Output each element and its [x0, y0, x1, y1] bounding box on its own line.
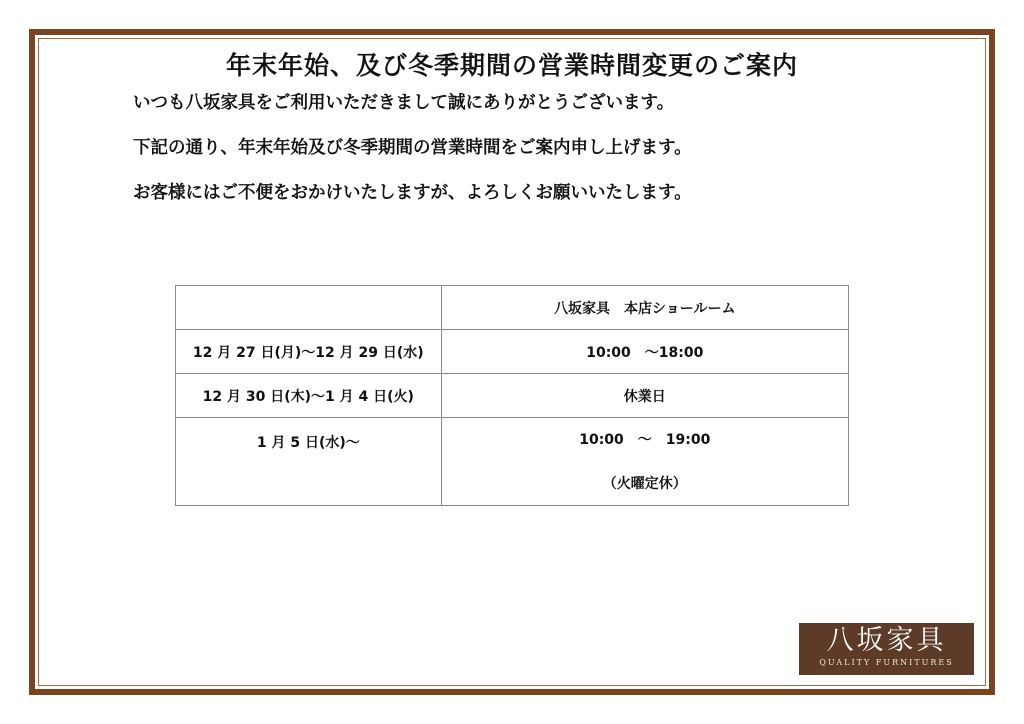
intro-line: 下記の通り、年末年始及び冬季期間の営業時間をご案内申し上げます。 — [133, 138, 692, 158]
period-cell: 12 月 27 日(月)～12 月 29 日(水) — [176, 330, 442, 374]
intro-line: お客様にはご不便をおかけいたしますが、よろしくお願いいたします。 — [133, 183, 692, 203]
hours-cell — [441, 418, 848, 506]
period-cell — [176, 418, 442, 506]
company-logo — [799, 623, 974, 675]
hours-cell: 休業日 — [441, 374, 848, 418]
table-header-cell-empty — [176, 286, 442, 330]
intro-paragraph — [133, 93, 692, 228]
intro-line: いつも八坂家具をご利用いただきまして誠にありがとうございます。 — [133, 93, 675, 113]
period-cell: 12 月 30 日(木)～1 月 4 日(火) — [176, 374, 442, 418]
table-header-cell-store: 八坂家具 本店ショールーム — [441, 286, 848, 330]
logo-wordmark: 八坂家具 — [826, 625, 947, 656]
table-header-row — [176, 286, 849, 330]
hours-note: （火曜定休） — [602, 475, 687, 492]
hours-cell: 10:00 ～18:00 — [441, 330, 848, 374]
document-title: 年末年始、及び冬季期間の営業時間変更のご案内 — [225, 51, 798, 80]
business-hours-table — [175, 285, 849, 506]
table-row — [176, 418, 849, 506]
period-text: 1 月 5 日(水)～ — [256, 435, 360, 451]
table-row — [176, 374, 849, 418]
spacer — [442, 451, 848, 473]
hours-text: 10:00 ～ 19:00 — [579, 431, 711, 448]
table-row — [176, 330, 849, 374]
logo-tagline: QUALITY FURNITURES — [819, 658, 954, 667]
